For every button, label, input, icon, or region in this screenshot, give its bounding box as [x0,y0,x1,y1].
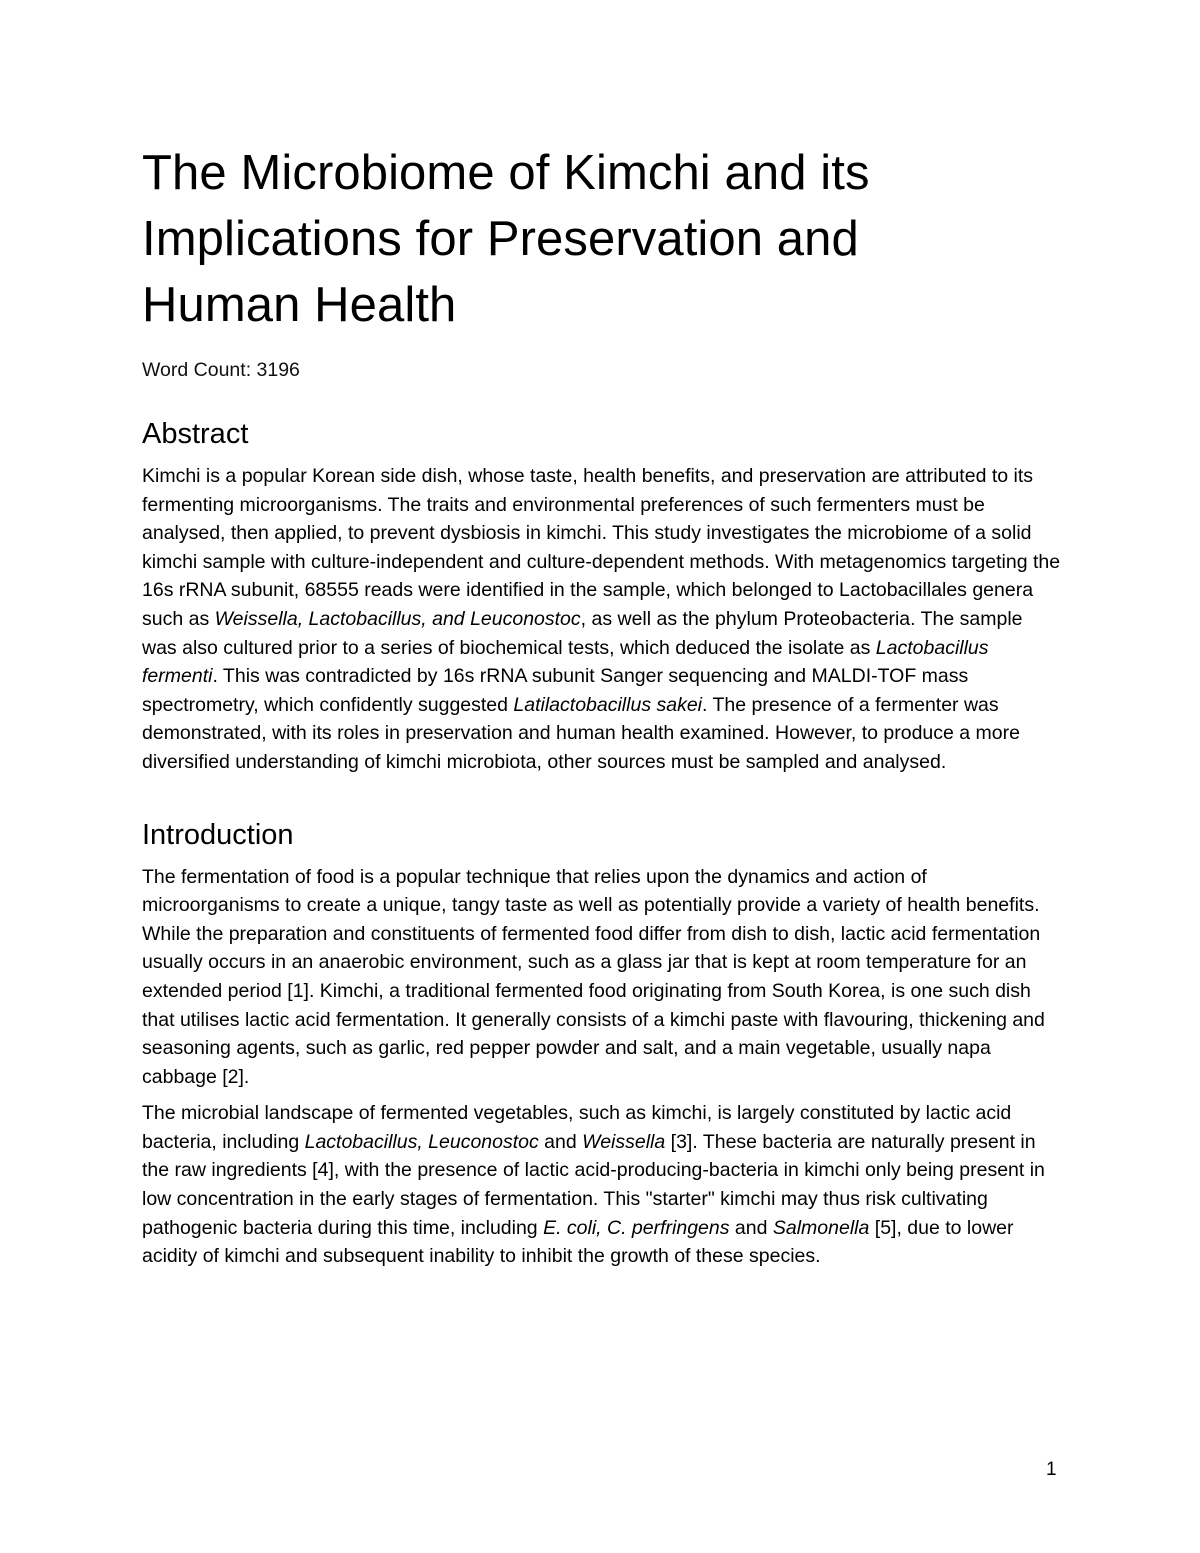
italic-text-run: Salmonella [772,1216,870,1239]
text-run: Kimchi is a popular Korean side dish, whose taste, health benefits, and preservation are attributed to its fermenting microorganisms. The traits and environmental preferences of such fermenters must be analysed, then applied, to prevent dysbiosis in kimchi. This study investigates the microbiome of a solid kimchi sample with culture-independent and culture-dependent methods. With metagenomics targeting the 16s rRNA subunit, 68555 reads were identified in the sample, which belonged to Lactobacillales genera such as [142,465,1061,630]
word-count: Word Count: 3196 [142,359,300,381]
text-run: [5], due to lower acidity of kimchi and subsequent inability to inhibit the growth of these species. [142,1216,1014,1268]
page-number: 1 [1046,1459,1057,1480]
text-run: The microbial landscape of fermented vegetables, such as kimchi, is largely constituted by lactic acid bacteria, including [142,1102,1012,1153]
text-run: . The presence of a fermenter was demonstrated, with its roles in preservation and human health examined. However, to produce a more diversified understanding of kimchi microbiota, other sources must be sampled and analysed. [142,693,1020,773]
text-run: . This was contradicted by 16s rRNA subunit Sanger sequencing and MALDI-TOF mass spectrometry, which confidently suggested [142,665,969,716]
italic-text-run: Latilactobacillus sakei [513,693,703,716]
text-run: The fermentation of food is a popular technique that relies upon the dynamics and action of microorganisms to create a unique, tangy taste as well as potentially provide a variety of health benefits. While the preparation and constituents of fermented food differ from dish to dish, lactic acid fermentation usually occurs in an anaerobic environment, such as a glass jar that is kept at room temperature for an extended period [1]. Kimchi, a traditional fermented food originating from South Korea, is one such dish that utilises lactic acid fermentation. It generally consists of a kimchi paste with flavouring, thickening and seasoning agents, such as garlic, red pepper powder and salt, and a main vegetable, usually napa cabbage [2]. [142,865,1045,1088]
text-run: , as well as the phylum Proteobacteria. The sample was also cultured prior to a series of biochemical tests, which deduced the isolate as [142,607,1023,659]
text-run: and [729,1216,773,1239]
italic-text-run: E. coli, C. perfringens [543,1216,730,1239]
title-line: Implications for Preservation and [142,212,859,266]
italic-text-run: Lactobacillus, Leuconostoc [304,1130,539,1153]
introduction-heading: Introduction [142,818,294,851]
italic-text-run: Weissella [582,1130,666,1153]
page-content [142,140,1062,1271]
introduction-paragraph-2 [142,1099,1062,1271]
document-title [142,140,1062,338]
title-line: Human Health [142,278,457,332]
title-line: The Microbiome of Kimchi and its [142,146,870,200]
italic-text-run: Lactobacillus fermenti [142,636,989,688]
text-run: and [538,1130,583,1153]
abstract-paragraph [142,462,1062,777]
text-run: [3]. These bacteria are naturally present in the raw ingredients [4], with the presence of lactic acid-producing-bacteria in kimchi only being present in low concentration in the early stages of fermentation. This "starter" kimchi may thus risk cultivating pathogenic bacteria during this time, including [142,1130,1045,1239]
abstract-heading: Abstract [142,418,249,450]
italic-text-run: Weissella, Lactobacillus, and Leuconostoc [214,607,581,630]
introduction-paragraph-1 [142,863,1062,1092]
